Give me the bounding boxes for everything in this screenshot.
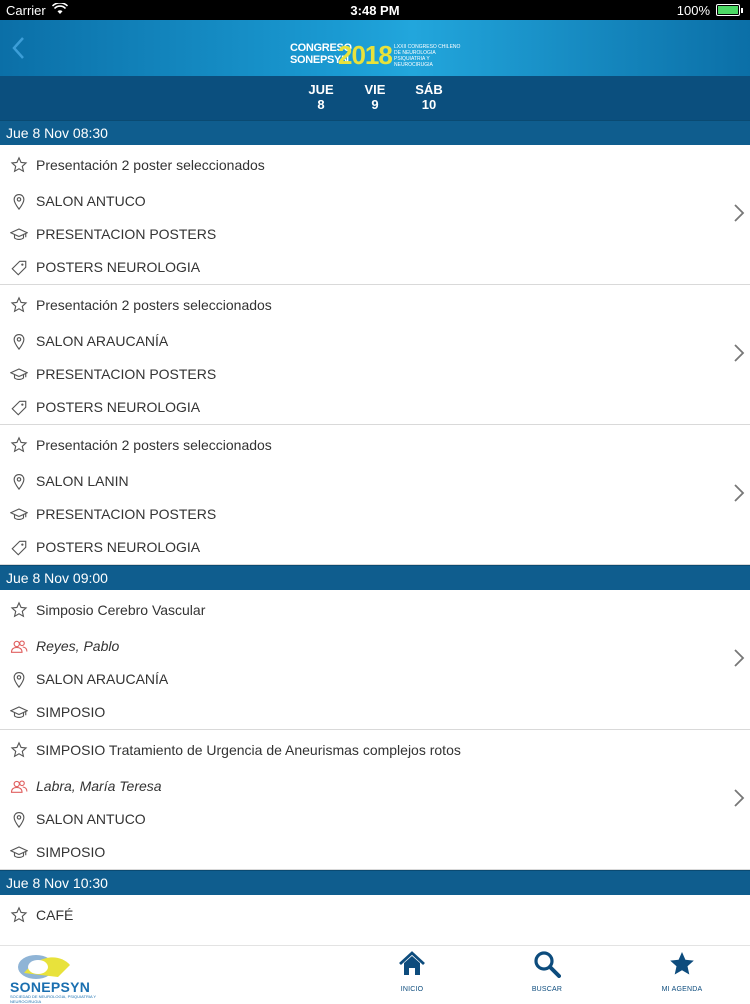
tag-icon [10,399,28,417]
day-name: VIE [364,82,386,97]
event-title: Presentación 2 posters seleccionados [36,437,272,453]
section-header: Jue 8 Nov 09:00 [0,565,750,590]
event-item[interactable] [0,285,750,425]
event-title: SIMPOSIO Tratamiento de Urgencia de Aneurismas complejos rotos [36,742,461,758]
people-icon [10,638,28,656]
chevron-left-icon [8,34,32,62]
event-title: Simposio Cerebro Vascular [36,602,206,618]
tab-buscar[interactable] [517,950,577,998]
star-icon [668,950,696,978]
battery-icon [716,4,740,16]
event-item[interactable] [0,730,750,870]
event-tag: POSTERS NEUROLOGIA [36,539,201,555]
carrier-label: Carrier [6,3,46,18]
search-icon [533,950,561,978]
chevron-right-icon [732,648,746,668]
event-speaker: Reyes, Pablo [36,638,120,654]
event-type: PRESENTACION POSTERS [36,226,217,242]
day-tab-jue[interactable] [296,82,346,112]
location-pin-icon [10,193,28,211]
back-button[interactable] [8,34,32,62]
section-header: Jue 8 Nov 08:30 [0,120,750,145]
event-item[interactable] [0,425,750,565]
event-location: SALON ARAUCANÍA [36,333,169,349]
event-title: CAFÉ [36,907,74,923]
event-location: SALON ANTUCO [36,811,146,827]
section-header: Jue 8 Nov 10:30 [0,870,750,895]
chevron-right-icon [732,343,746,363]
event-title: Presentación 2 posters seleccionados [36,297,272,313]
battery-percent: 100% [676,3,710,18]
clock: 3:48 PM [350,3,400,18]
graduation-cap-icon [10,366,28,384]
event-location: SALON ARAUCANÍA [36,671,169,687]
graduation-cap-icon [10,704,28,722]
location-pin-icon [10,811,28,829]
tag-icon [10,259,28,277]
location-pin-icon [10,333,28,351]
star-outline-icon[interactable] [10,601,28,619]
event-location: SALON ANTUCO [36,193,146,209]
day-number: 9 [371,97,379,112]
star-outline-icon[interactable] [10,156,28,174]
tab-bar [0,945,750,1004]
star-outline-icon[interactable] [10,741,28,759]
brand-swoosh-icon [14,951,72,981]
location-pin-icon [10,671,28,689]
people-icon [10,778,28,796]
logo-word: CONGRESO SONEPSYN [290,42,352,66]
day-name: SÁB [415,82,443,97]
event-title: Presentación 2 poster seleccionados [36,157,265,173]
event-speaker: Labra, María Teresa [36,778,162,794]
chevron-right-icon [732,203,746,223]
tag-icon [10,539,28,557]
tab-label: BUSCAR [531,986,563,993]
day-number: 10 [421,97,437,112]
status-bar [0,0,750,20]
graduation-cap-icon [10,844,28,862]
day-tab-vie[interactable] [350,82,400,112]
event-type: SIMPOSIO [36,844,106,860]
event-list[interactable] [0,120,750,945]
graduation-cap-icon [10,506,28,524]
event-item[interactable] [0,895,750,935]
tab-mi-agenda[interactable] [652,950,712,998]
event-type: PRESENTACION POSTERS [36,366,217,382]
event-location: SALON LANIN [36,473,129,489]
tab-inicio[interactable] [382,950,442,998]
event-type: PRESENTACION POSTERS [36,506,217,522]
sonepsyn-logo [8,949,118,1004]
day-tab-sab[interactable] [404,82,454,112]
brand-name: SONEPSYN [10,979,91,995]
event-item[interactable] [0,145,750,285]
logo-year: 2018 [338,40,392,70]
tab-label: INICIO [400,986,424,993]
day-selector [0,76,750,120]
app-header [0,20,750,76]
graduation-cap-icon [10,226,28,244]
chevron-right-icon [732,788,746,808]
event-tag: POSTERS NEUROLOGIA [36,259,201,275]
location-pin-icon [10,473,28,491]
star-outline-icon[interactable] [10,296,28,314]
star-outline-icon[interactable] [10,436,28,454]
tab-label: MI AGENDA [661,986,703,993]
day-name: JUE [308,82,334,97]
star-outline-icon[interactable] [10,906,28,924]
event-type: SIMPOSIO [36,704,106,720]
home-icon [398,950,426,978]
congress-logo [290,42,470,72]
event-item[interactable] [0,590,750,730]
chevron-right-icon [732,483,746,503]
event-tag: POSTERS NEUROLOGIA [36,399,201,415]
logo-description: LXXII CONGRESO CHILENO DE NEUROLOGIA PSIQUIATRIA Y NEUROCIRUGIA [394,44,461,68]
brand-tagline: SOCIEDAD DE NEUROLOGIA, PSIQUIATRIA Y NEUROCIRUGIA [10,994,97,1004]
day-number: 8 [317,97,325,112]
